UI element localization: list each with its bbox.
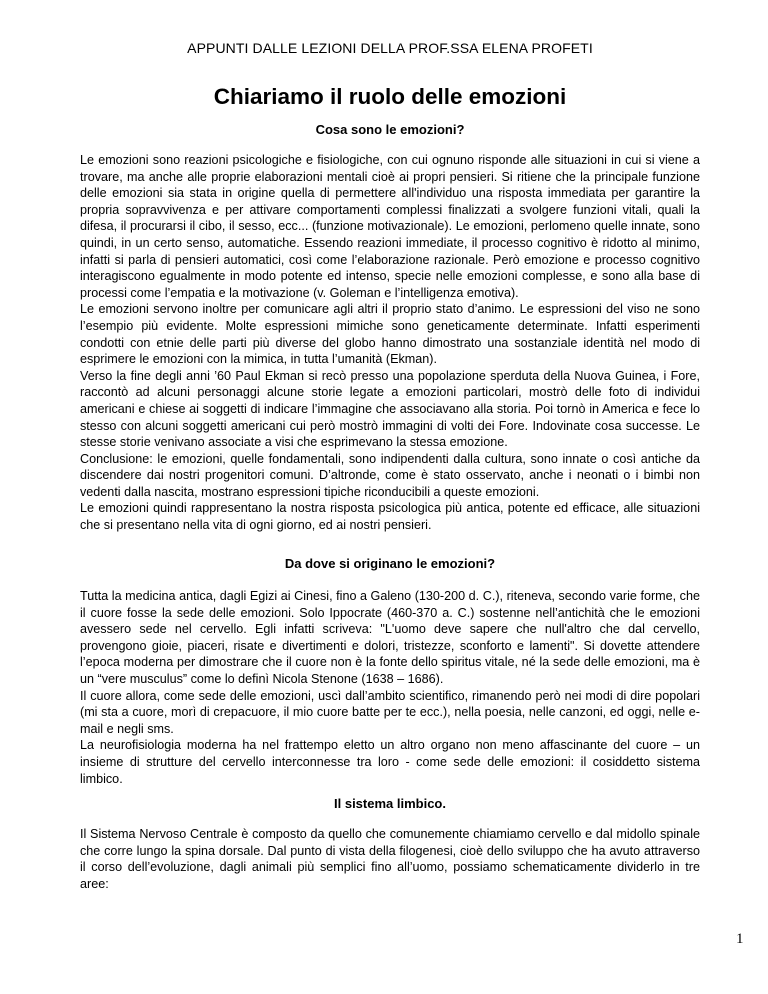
running-header: APPUNTI DALLE LEZIONI DELLA PROF.SSA ELENA PROFETI [187,40,593,56]
page-number: 1 [736,931,744,947]
section-heading-da-dove: Da dove si originano le emozioni? [284,556,496,571]
paragraph: Le emozioni servono inoltre per comunicare agli altri il proprio stato d’animo. Le espressioni del viso ne sono l’esempio più evidente. Molte espressioni mimiche sono geneticamente determinate. Infatti esperimenti condotti con etnie delle parti più diverse del globo hanno dimostrato una sostanziale identità nel modo di esprimere le emozioni con la mimica, in tutta l’umanità (Ekman). [80,302,700,367]
paragraph: Il Sistema Nervoso Centrale è composto da quello che comunemente chiamiamo cervello e dal midollo spinale che corre lungo la spina dorsale. Dal punto di vista della filogenesi, cioè dello sviluppo che ha avuto attraverso il corso dell’evoluzione, dagli animali più semplici fino all’uomo, possiamo schematicamente dividerlo in tre aree: [80,827,700,891]
document-page [80,0,700,994]
section-body-cosa-sono [80,152,700,534]
section-heading-cosa-sono: Cosa sono le emozioni? [315,122,465,137]
section-body-sistema-limbico [80,826,700,892]
paragraph: Il cuore allora, come sede delle emozioni, uscì dall’ambito scientifico, rimanendo però nei modi di dire popolari (mi sta a cuore, morì di crepacuore, il mio cuore batte per te ecc.), nella poesia, nelle canzoni, ed oggi, nelle e-mail e negli sms. [80,688,700,736]
paragraph: La neurofisiologia moderna ha nel frattempo eletto un altro organo non meno affascinante del cuore – un insieme di strutture del cervello interconnesse tra loro - come sede delle emozioni: il cosiddetto sistema limbico. [80,738,700,786]
section-heading-sistema-limbico: Il sistema limbico. [334,796,446,811]
document-title: Chiariamo il ruolo delle emozioni [213,84,567,109]
paragraph: Tutta la medicina antica, dagli Egizi ai Cinesi, fino a Galeno (130-200 d. C.), riteneva, secondo varie forme, che il cuore fosse la sede delle emozioni. Solo Ippocrate (460-370 a. C.) sostenne nell’antichità che le emozioni avessero sede nel cervello. Egli infatti scriveva: "L'uomo deve sapere che null'altro che dal cervello, provengono gioie, piaceri, risate e divertimenti e dolori, tristezze, sconforto e lamenti". Si dovette attendere l’epoca moderna per dimostrare che il cuore non è la fonte dello spiritus vitale, né la sede delle emozioni, ma è un “vere musculus” come lo definì Nicola Stenone (1638 – 1686). [80,589,700,686]
section-body-da-dove [80,588,700,787]
paragraph: Conclusione: le emozioni, quelle fondamentali, sono indipendenti dalla cultura, sono innate o così antiche da discendere dai nostri progenitori comuni. D’altronde, come è stato osservato, anche i neonati o i bimbi non vedenti dalla nascita, mostrano espressioni tipiche riconducibili a queste emozioni. [80,451,700,499]
paragraph: Verso la fine degli anni ’60 Paul Ekman si recò presso una popolazione sperduta della Nuova Guinea, i Fore, raccontò ad alcuni personaggi alcune storie legate a emozioni particolari, mostrò delle foto di individui americani e chiese ai soggetti di indicare l’immagine che associavano alla storia. Poi tornò in America e fece lo stesso con alcuni soggetti americani cui però mostrò immagini di volti dei Fore. Indovinate cosa successe. Le stesse storie venivano associate a visi che esprimevano la stessa emozione. [80,368,700,450]
paragraph: Le emozioni quindi rappresentano la nostra risposta psicologica più antica, potente ed efficace, alle situazioni che si presentano nella vita di ogni giorno, ed ai nostri pensieri. [80,501,700,533]
paragraph: Le emozioni sono reazioni psicologiche e fisiologiche, con cui ognuno risponde alle situazioni in cui si viene a trovare, ma anche alle proprie elaborazioni mentali cioè ai propri pensieri. Si ritiene che la principale funzione delle emozioni sia stata in origine quella di permettere all'individuo una risposta immediata per garantire la propria sopravvivenza e per attivare comportamenti complessi finalizzati a svolgere funzioni vitali, quali la difesa, il procurarsi il cibo, il sesso, ecc... (funzione motivazionale). Le emozioni, perlomeno quelle innate, sono quindi, in un certo senso, automatiche. Essendo reazioni immediate, il processo cognitivo è ridotto al minimo, infatti si parla di pensieri automatici, così come l’elaborazione razionale. Però emozione e processo cognitivo interagiscono egualmente in modo potente ed intenso, specie nelle emozioni complesse, e sono alla base di processi come l’empatia e la motivazione (v. Goleman e l’intelligenza emotiva). [80,153,700,300]
